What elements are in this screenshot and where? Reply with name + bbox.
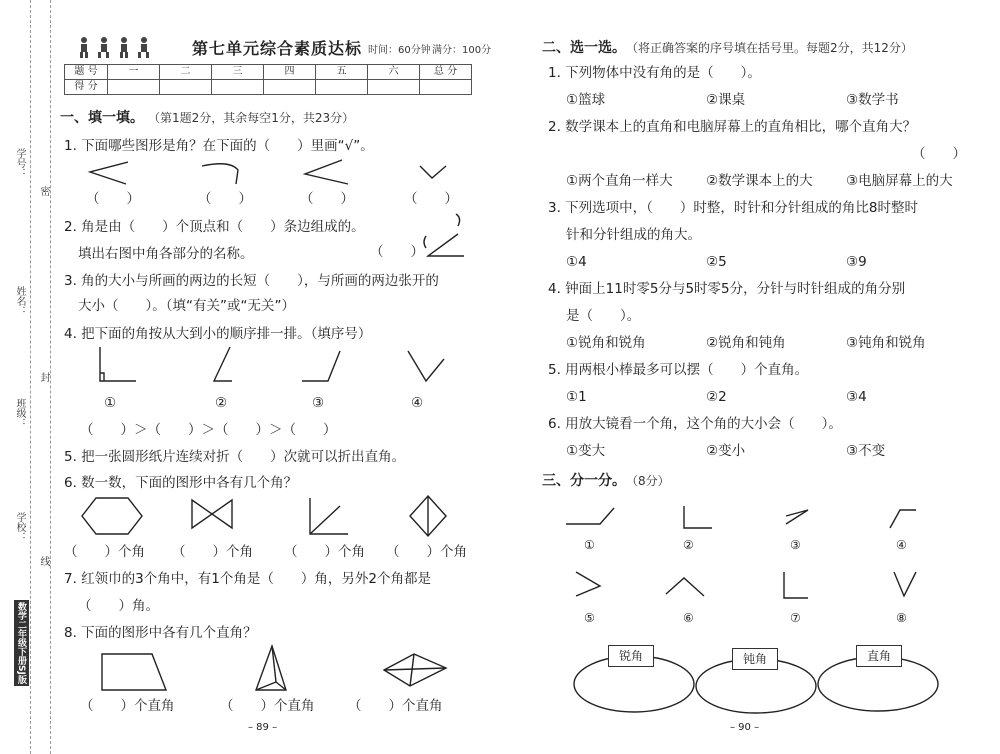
- page-number-left: – 89 –: [248, 722, 278, 733]
- category-box-obtuse: [732, 648, 778, 670]
- right-q2-paren[interactable]: （ ）: [912, 146, 966, 162]
- seal-char-feng: 封: [38, 372, 49, 382]
- s3-label-3: ③: [790, 538, 801, 552]
- binding-dashed-line: [30, 0, 31, 754]
- q8-answer-3[interactable]: （ ）个直角: [348, 698, 443, 714]
- left-q7b: （ ）角。: [78, 598, 159, 614]
- section1-note: （第1题2分，其余每空1分，共23分）: [148, 111, 355, 125]
- q4-angle-figures: [90, 345, 450, 385]
- right-q3-opt2[interactable]: ②5: [706, 254, 727, 270]
- right-q6-opt3[interactable]: ③不变: [846, 443, 886, 459]
- q6-answer-2[interactable]: （ ）个角: [172, 544, 253, 560]
- right-q3-opt3[interactable]: ③9: [846, 254, 867, 270]
- right-q5-opt2[interactable]: ②2: [706, 389, 727, 405]
- s3-label-4: ④: [896, 538, 907, 552]
- score-input-cell[interactable]: [264, 80, 316, 95]
- q1-paren-3[interactable]: （ ）: [300, 191, 354, 207]
- runners-logo: [78, 36, 158, 58]
- seal-char-mi: 密: [38, 186, 49, 196]
- right-q4-opt3[interactable]: ③钝角和锐角: [846, 335, 926, 351]
- left-q6: 6. 数一数，下面的图形中各有几个角？: [64, 475, 298, 491]
- left-q7a: 7. 红领巾的3个角中，有1个角是（ ）角，另外2个角都是: [64, 571, 431, 587]
- left-q8: 8. 下面的图形中各有几个直角？: [64, 625, 257, 641]
- s3-angle-figures-row2: [560, 568, 940, 602]
- score-cell: 一: [108, 65, 160, 80]
- score-input-cell[interactable]: [212, 80, 264, 95]
- right-q4-opt1[interactable]: ①锐角和锐角: [566, 335, 646, 351]
- q4-label-1: ①: [104, 395, 117, 411]
- q6-answer-3[interactable]: （ ）个角: [284, 544, 365, 560]
- q2-angle-figure: [420, 212, 480, 262]
- exam-time: 时间：60分钟: [368, 45, 431, 56]
- right-q1: 1. 下列物体中没有角的是（ ）。: [548, 65, 761, 81]
- section2-note: （将正确答案的序号填在括号里。每题2分，共12分）: [626, 41, 913, 55]
- score-input-cell[interactable]: [420, 80, 472, 95]
- right-q6-opt1[interactable]: ①变大: [566, 443, 606, 459]
- category-box-acute: [608, 645, 654, 667]
- right-q4-opt2[interactable]: ②锐角和钝角: [706, 335, 786, 351]
- q6-answer-1[interactable]: （ ）个角: [64, 544, 145, 560]
- right-q4a: 4. 钟面上11时零5分与5时零5分，分针与时针组成的角分别: [548, 281, 906, 297]
- q4-order-answer[interactable]: （ ）＞（ ）＞（ ）＞（ ）: [80, 422, 337, 438]
- section2-title: 二、选一选。: [542, 40, 626, 56]
- seal-char-xian: 线: [38, 556, 49, 566]
- school-label: 学校：: [14, 512, 25, 542]
- score-cell: 题 号: [65, 65, 108, 80]
- score-table-header-row: [65, 65, 472, 80]
- score-cell: 四: [264, 65, 316, 80]
- q8-answer-1[interactable]: （ ）个直角: [80, 698, 175, 714]
- q6-figures: [80, 494, 470, 540]
- series-label: 数学二年级下册SJ版: [14, 600, 29, 686]
- exam-full-marks: 满分：100分: [432, 45, 492, 56]
- left-q3b: 大小（ ）。（填“有关”或“无关”）: [78, 298, 295, 314]
- q1-figures: [80, 158, 460, 188]
- section3-note: （8分）: [626, 474, 670, 488]
- right-q3a: 3. 下列选项中，（ ）时整，时针和分针组成的角比8时整时: [548, 200, 919, 216]
- score-cell: 得 分: [65, 80, 108, 95]
- q1-paren-2[interactable]: （ ）: [198, 191, 252, 207]
- right-q1-opt2[interactable]: ②课桌: [706, 92, 746, 108]
- left-q4: 4. 把下面的角按从大到小的顺序排一排。（填序号）: [64, 326, 372, 342]
- q4-label-4: ④: [411, 395, 424, 411]
- right-q4b: 是（ ）。: [566, 308, 641, 324]
- score-input-cell[interactable]: [160, 80, 212, 95]
- category-obtuse-label: 钝角: [742, 652, 767, 666]
- right-q5: 5. 用两根小棒最多可以摆（ ）个直角。: [548, 362, 809, 378]
- right-q6: 6. 用放大镜看一个角，这个角的大小会（ ）。: [548, 416, 842, 432]
- score-table-score-row: [65, 80, 472, 95]
- q8-answer-2[interactable]: （ ）个直角: [220, 698, 315, 714]
- s3-label-6: ⑥: [683, 611, 694, 625]
- right-q1-opt3[interactable]: ③数学书: [846, 92, 899, 108]
- page-number-right: – 90 –: [730, 722, 760, 733]
- right-q5-opt1[interactable]: ①1: [566, 389, 587, 405]
- q2-paren-a[interactable]: （ ）: [370, 244, 424, 260]
- left-q2b: 填出右图中角各部分的名称。: [78, 246, 254, 262]
- right-q2-opt1[interactable]: ①两个直角一样大: [566, 173, 673, 189]
- q4-label-3: ③: [312, 395, 325, 411]
- q6-answer-4[interactable]: （ ）个角: [386, 544, 467, 560]
- category-acute-label: 锐角: [618, 649, 643, 663]
- score-cell: 总 分: [420, 65, 472, 80]
- category-box-right: [856, 645, 902, 667]
- right-q6-opt2[interactable]: ②变小: [706, 443, 746, 459]
- score-cell: 五: [316, 65, 368, 80]
- left-q5: 5. 把一张圆形纸片连续对折（ ）次就可以折出直角。: [64, 449, 406, 465]
- score-cell: 三: [212, 65, 264, 80]
- s3-label-8: ⑧: [896, 611, 907, 625]
- s3-angle-figures-row1: [560, 502, 940, 532]
- score-table: [64, 64, 472, 95]
- s3-label-5: ⑤: [584, 611, 595, 625]
- q8-figures: [96, 644, 456, 694]
- score-input-cell[interactable]: [316, 80, 368, 95]
- page-title: 第七单元综合素质达标: [192, 39, 363, 58]
- left-q2: 2. 角是由（ ）个顶点和（ ）条边组成的。: [64, 219, 365, 235]
- score-input-cell[interactable]: [108, 80, 160, 95]
- name-label: 姓名：: [14, 286, 25, 316]
- right-q3b: 针和分针组成的角大。: [566, 227, 701, 243]
- right-q2-opt3[interactable]: ③电脑屏幕上的大: [846, 173, 953, 189]
- right-q2-opt2[interactable]: ②数学课本上的大: [706, 173, 813, 189]
- score-cell: 二: [160, 65, 212, 80]
- q4-label-2: ②: [215, 395, 228, 411]
- right-q2: 2. 数学课本上的直角和电脑屏幕上的直角相比，哪个直角大？: [548, 119, 917, 135]
- category-right-label: 直角: [866, 649, 891, 663]
- class-label: 班级：: [14, 398, 25, 428]
- left-q3a: 3. 角的大小与所画的两边的长短（ ），与所画的两边张开的: [64, 273, 439, 289]
- right-q5-opt3[interactable]: ③4: [846, 389, 867, 405]
- s3-label-1: ①: [584, 538, 595, 552]
- section3-title: 三、分一分。: [542, 473, 626, 489]
- student-id-label: 学号：: [14, 148, 25, 178]
- q1-paren-1[interactable]: （ ）: [86, 191, 140, 207]
- s3-label-7: ⑦: [790, 611, 801, 625]
- right-q1-opt1[interactable]: ①篮球: [566, 92, 606, 108]
- left-q1: 1. 下面哪些图形是角？在下面的（ ）里画“√”。: [64, 138, 374, 154]
- q1-paren-4[interactable]: （ ）: [404, 191, 458, 207]
- score-input-cell[interactable]: [368, 80, 420, 95]
- score-cell: 六: [368, 65, 420, 80]
- section1-title: 一、填一填。: [60, 110, 144, 126]
- right-q3-opt1[interactable]: ①4: [566, 254, 587, 270]
- s3-label-2: ②: [683, 538, 694, 552]
